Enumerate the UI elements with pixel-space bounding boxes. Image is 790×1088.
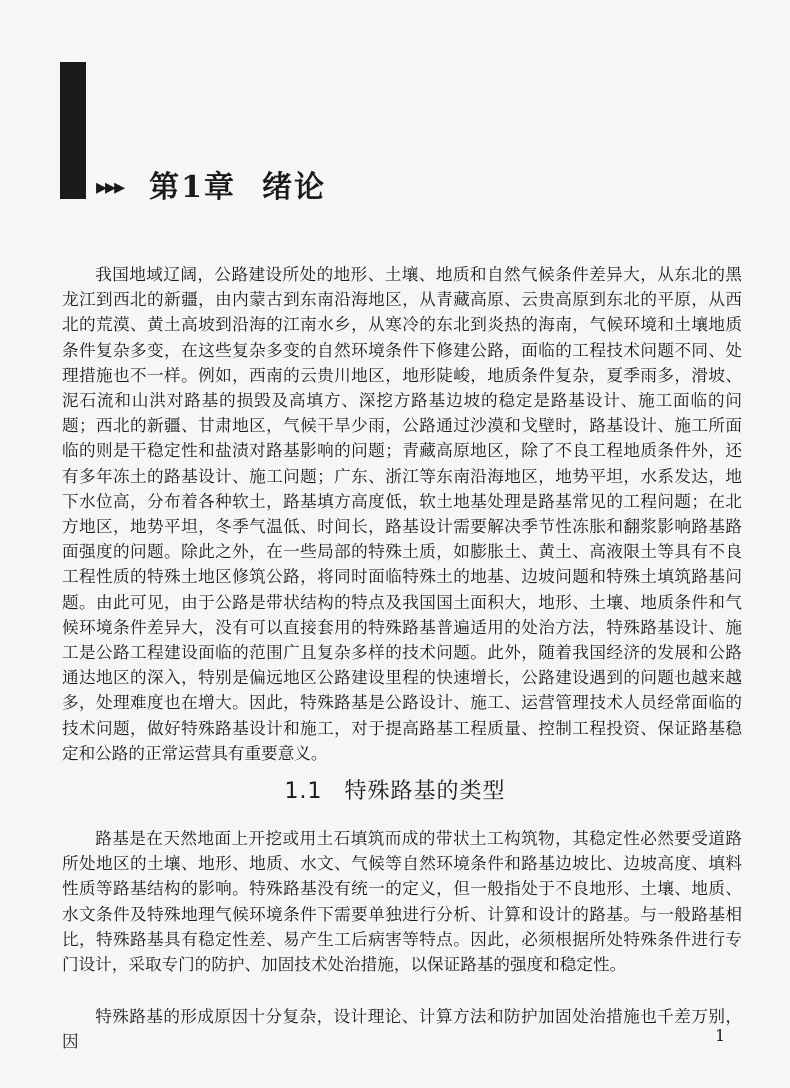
chapter-heading bbox=[96, 162, 326, 206]
chapter-number: 第1章 bbox=[149, 170, 237, 205]
intro-paragraph: 我国地域辽阔，公路建设所处的地形、土壤、地质和自然气候条件差异大，从东北的黑龙江到西北的新疆，由内蒙古到东南沿海地区，从青藏高原、云贵高原到东北的平原，从西北的荒漠、黄土高坡到沿海的江南水乡，从寒冷的东北到炎热的海南，气候环境和土壤地质条件复杂多变，在这些复杂多变的自然环境条件下修建公路，面临的工程技术问题不同、处理措施也不一样。例如，西南的云贵川地区，地形陡峻，地质条件复杂，夏季雨多，滑坡、泥石流和山洪对路基的损毁及高填方、深挖方路基边坡的稳定是路基设计、施工面临的问题；西北的新疆、甘肃地区，气候干旱少雨，公路通过沙漠和戈壁时，路基设计、施工所面临的则是干稳定性和盐渍对路基影响的问题；青藏高原地区，除了不良工程地质条件外，还有多年冻土的路基设计、施工问题；广东、浙江等东南沿海地区，地势平坦，水系发达，地下水位高，分布着各种软土，路基填方高度低，软土地基处理是路基常见的工程问题；在北方地区，地势平坦，冬季气温低、时间长，路基设计需要解决季节性冻胀和翻浆影响路基路面强度的问题。除此之外，在一些局部的特殊土质，如膨胀土、黄土、高液限土等具有不良工程性质的特殊土地区修筑公路，将同时面临特殊土的地基、边坡问题和特殊土填筑路基问题。由此可见，由于公路是带状结构的特点及我国国土面积大，地形、土壤、地质条件和气候环境条件差异大，没有可以直接套用的特殊路基普遍适用的处治方法，特殊路基设计、施工是公路工程建设面临的范围广且复杂多样的技术问题。此外，随着我国经济的发展和公路通达地区的深入，特别是偏远地区公路建设里程的快速增长，公路建设遇到的问题也越来越多，处理难度也在增大。因此，特殊路基是公路设计、施工、运营管理技术人员经常面临的技术问题，做好特殊路基设计和施工，对于提高路基工程质量、控制工程投资、保证路基稳定和公路的正常运营具有重要意义。 bbox=[62, 265, 742, 763]
page-number: 1 bbox=[715, 1026, 726, 1045]
chapter-arrows-icon: ▸▸▸ bbox=[96, 174, 124, 200]
section-heading bbox=[0, 774, 790, 805]
section-paragraph-2: 特殊路基的形成原因十分复杂，设计理论、计算方法和防护加固处治措施也千差万别，因 bbox=[62, 1007, 742, 1052]
chapter-title: 绪论 bbox=[262, 170, 327, 205]
section-number: 1.1 bbox=[284, 779, 323, 804]
section-title: 特殊路基的类型 bbox=[344, 779, 506, 804]
chapter-marker-bar bbox=[60, 62, 86, 199]
section-paragraph-1: 路基是在天然地面上开挖或用土石填筑而成的带状土工构筑物，其稳定性必然要受道路所处地区的土壤、地形、地质、水文、气候等自然环境条件和路基边坡比、边坡高度、填料性质等路基结构的影响。特殊路基没有统一的定义，但一般指处于不良地形、土壤、地质、水文条件及特殊地理气候环境条件下需要单独进行分析、计算和设计的路基。与一般路基相比，特殊路基具有稳定性差、易产生工后病害等特点。因此，必须根据所处特殊条件进行专门设计，采取专门的防护、加固技术处治措施，以保证路基的强度和稳定性。 bbox=[62, 829, 742, 975]
